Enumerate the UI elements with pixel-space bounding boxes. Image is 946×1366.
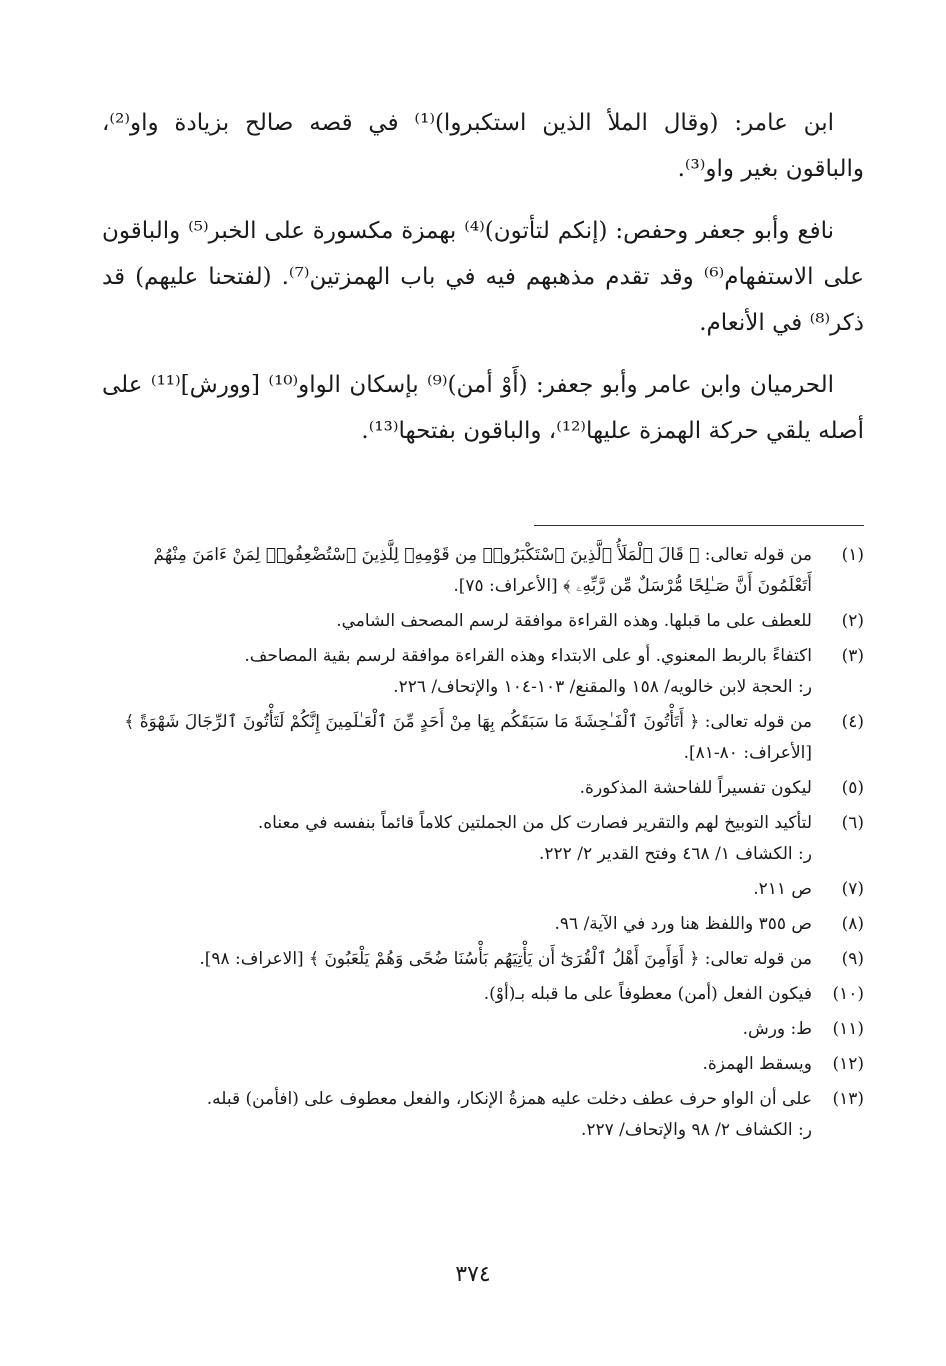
- footnote-5: [84, 773, 864, 804]
- footnote-1: [84, 540, 864, 602]
- footnote-text: [84, 540, 812, 602]
- footnote-number: (١٢): [832, 1054, 864, 1074]
- footnote-2: [84, 606, 864, 637]
- main-text: [102, 100, 864, 470]
- footnote-line: ص ٢١١.: [753, 879, 812, 899]
- footnote-separator: [534, 525, 864, 526]
- footnote-line: على أن الواو حرف عطف دخلت عليه همزةُ الإنكار، والفعل معطوف على (افأمن) قبله.: [206, 1089, 812, 1109]
- footnote-3: [84, 641, 864, 703]
- footnote-line: من قوله تعالى: ﴿ أَتَأْتُونَ ٱلْفَـٰحِشَةَ مَا سَبَقَكُم بِهَا مِنْ أَحَدٍ مِّنَ ٱلْعَـٰلَمِينَ إِنَّكُمْ لَتَأْتُونَ ٱلرِّجَالَ شَهْوَةً ﴾: [124, 712, 812, 732]
- footnote-13: [84, 1084, 864, 1146]
- footnote-6: [84, 808, 864, 870]
- main-paragraph-2: نافع وأبو جعفر وحفص: (إنكم لتأتون)⁽⁴⁾ بهمزة مكسورة على الخبر⁽⁵⁾ والباقون على الاستفهام⁽⁶⁾ وقد تقدم مذهبهم فيه في باب الهمزتين⁽⁷⁾. (لفتحنا عليهم) قد ذكر⁽⁸⁾ في الأنعام.: [102, 218, 865, 336]
- footnote-reference: ر: الحجة لابن خالويه/ ١٥٨ والمقنع/ ١٠٣-١٠٤ والإتحاف/ ٢٢٦.: [393, 677, 812, 697]
- footnote-line: أَتَعْلَمُونَ أَنَّ صَـٰلِحًا مُّرْسَلٌ مِّن رَّبِّهِۦ ﴾ [الأعراف: ٧٥].: [453, 576, 812, 596]
- main-paragraph-1: ابن عامر: (وقال الملأ الذين استكبروا)⁽¹⁾ في قصه صالح بزيادة واو⁽²⁾، والباقون بغير واو⁽³⁾.: [102, 110, 864, 182]
- footnote-reference: ر: الكشاف ١/ ٤٦٨ وفتح القدير ٢/ ٢٢٢.: [539, 844, 812, 864]
- footnote-line: من قوله تعالى: ﴿ أَوَأَمِنَ أَهْلُ ٱلْقُرَىٰٓ أَن يَأْتِيَهُم بَأْسُنَا ضُحًى وَهُمْ يَلْعَبُونَ ﴾ [الاعراف: ٩٨].: [199, 949, 812, 969]
- footnote-9: [84, 944, 864, 975]
- footnote-number: (٧): [841, 879, 864, 899]
- footnote-number: (١٠): [832, 984, 864, 1004]
- footnote-number: (٩): [841, 949, 864, 969]
- footnote-7: [84, 874, 864, 905]
- footnote-line: [الأعراف: ٨٠-٨١].: [683, 743, 812, 763]
- footnote-line: ويسقط الهمزة.: [702, 1054, 812, 1074]
- footnote-line: من قوله تعالى: ﴿ قَالَ ٱلْمَلَأُ ٱلَّذِينَ ٱسْتَكْبَرُوا۟ مِن قَوْمِهِۦ لِلَّذِينَ ٱسْتُضْعِفُوا۟ لِمَنْ ءَامَنَ مِنْهُمْ: [153, 545, 812, 565]
- footnote-number: (١٣): [832, 1089, 864, 1109]
- footnote-10: [84, 979, 864, 1010]
- footnote-number: (٦): [841, 813, 864, 833]
- footnote-number: (٥): [841, 778, 864, 798]
- footnote-line: لتأكيد التوبيخ لهم والتقرير فصارت كل من الجملتين كلاماً قائماً بنفسه في معناه.: [257, 813, 812, 833]
- main-paragraph-3: الحرميان وابن عامر وأبو جعفر: (أَوْ أمن)⁽⁹⁾ بإسكان الواو⁽¹⁰⁾ [وورش]⁽¹¹⁾ على أصله يلقي حركة الهمزة عليها⁽¹²⁾، والباقون بفتحها⁽¹³⁾.: [102, 372, 864, 444]
- footnote-number: (٤): [841, 712, 864, 732]
- footnote-number: (١): [841, 545, 864, 565]
- page-number: ٣٧٤: [455, 1262, 491, 1287]
- footnote-line: للعطف على ما قبلها. وهذه القراءة موافقة لرسم المصحف الشامي.: [336, 611, 812, 631]
- footnote-line: ليكون تفسيراً للفاحشة المذكورة.: [579, 778, 812, 798]
- footnote-4: [84, 707, 864, 769]
- footnote-number: (٨): [841, 914, 864, 934]
- footnote-line: اكتفاءً بالربط المعنوي. أو على الابتداء وهذه القراءة موافقة لرسم بقية المصاحف.: [244, 646, 812, 666]
- footnote-line: ط: ورش.: [742, 1019, 812, 1039]
- footnote-number: (١١): [832, 1019, 864, 1039]
- footnote-number: (٣): [841, 646, 864, 666]
- footnote-line: فيكون الفعل (أمن) معطوفاً على ما قبله بـ(أوْ).: [483, 984, 812, 1004]
- footnote-reference: ر: الكشاف ٢/ ٩٨ والإتحاف/ ٢٢٧.: [580, 1120, 812, 1140]
- footnote-number: (٢): [841, 611, 864, 631]
- footnote-line: ص ٣٥٥ واللفظ هنا ورد في الآية/ ٩٦.: [554, 914, 812, 934]
- footnotes: [84, 540, 864, 1150]
- footnote-11: [84, 1014, 864, 1045]
- footnote-8: [84, 909, 864, 940]
- footnote-12: [84, 1049, 864, 1080]
